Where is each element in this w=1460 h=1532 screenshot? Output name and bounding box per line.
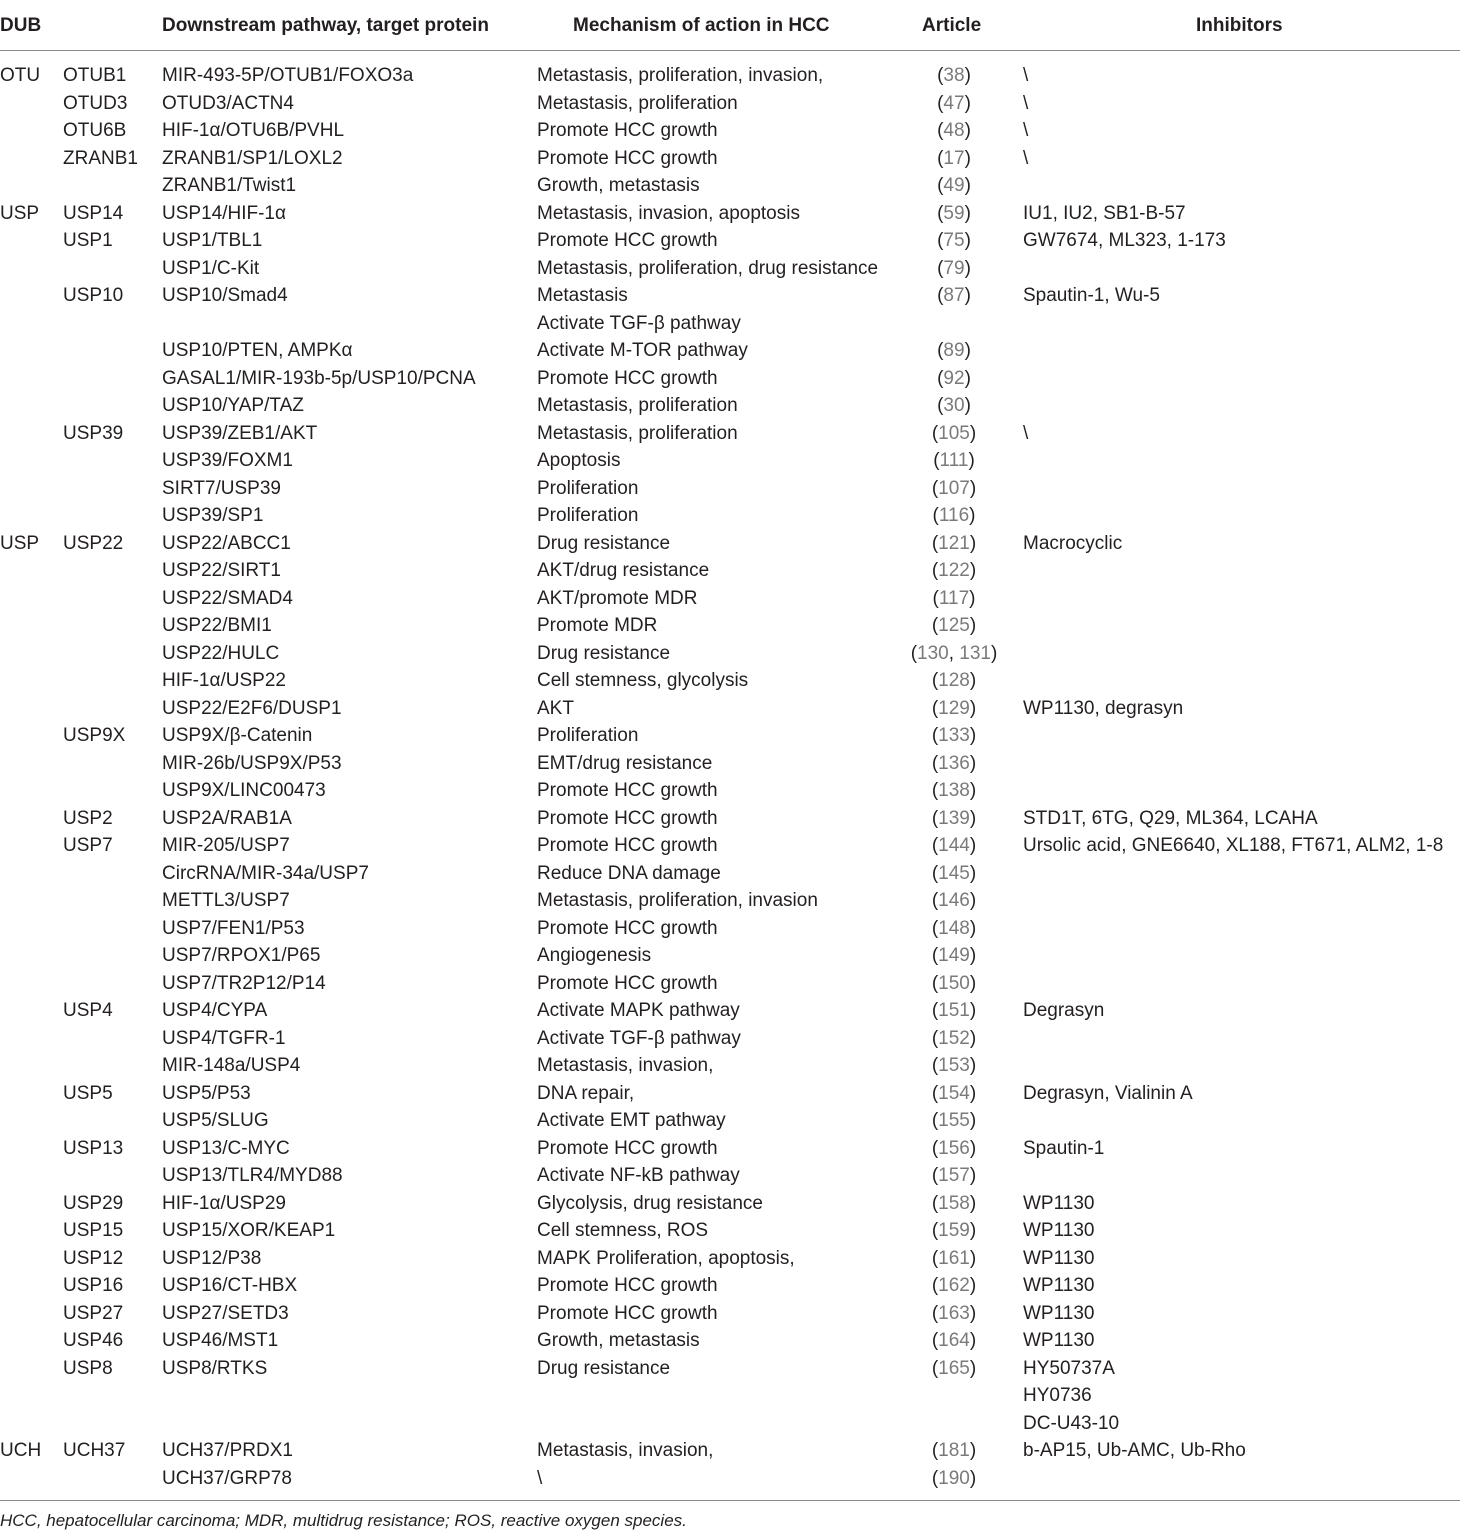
table-row [0, 585, 1460, 613]
mechanism-cell: Metastasis, proliferation [537, 92, 738, 114]
table-row [0, 1410, 1460, 1438]
article-cell: (153) [931, 1055, 977, 1076]
pathway-cell: USP10/Smad4 [162, 285, 288, 306]
inhibitors-cell: STD1T, 6TG, Q29, ML364, LCAHA [1023, 807, 1318, 829]
article-cell: (150) [931, 972, 977, 994]
mechanism-cell: Metastasis, proliferation, drug resistance [537, 257, 879, 279]
table-row [0, 1327, 1460, 1355]
dub-name: USP16 [63, 1275, 124, 1296]
pathway-cell: USP1/C-Kit [162, 257, 260, 279]
pathway-cell: USP9X/LINC00473 [162, 780, 326, 801]
inhibitors-cell: \ [1023, 147, 1029, 169]
inhibitors-cell: WP1130 [1023, 1302, 1095, 1324]
mechanism-cell: Promote HCC growth [537, 230, 718, 251]
article-cell: (89) [937, 340, 971, 361]
dub-name: USP14 [63, 202, 124, 224]
article-cell: (155) [931, 1110, 977, 1131]
dub-name: ZRANB1 [63, 147, 138, 169]
dub-name: OTU6B [63, 120, 127, 141]
mechanism-cell: Activate TGF-β pathway [537, 312, 741, 334]
table-footnote: HCC, hepatocellular carcinoma; MDR, multidrug resistance; ROS, reactive oxygen species. [0, 1511, 687, 1530]
pathway-cell: OTUD3/ACTN4 [162, 92, 294, 114]
mechanism-cell: Proliferation [537, 477, 639, 499]
pathway-cell: GASAL1/MIR-193b-5p/USP10/PCNA [162, 367, 476, 389]
article-cell: (128) [931, 670, 977, 691]
article-cell: (79) [937, 257, 971, 279]
dub-name: USP27 [63, 1302, 124, 1324]
mechanism-cell: Promote HCC growth [537, 780, 718, 801]
table-row [0, 117, 1460, 145]
article-cell: (165) [931, 1357, 977, 1379]
mechanism-cell: Promote HCC growth [537, 972, 718, 994]
table-row [0, 1135, 1460, 1163]
pathway-cell: USP22/SIRT1 [162, 560, 281, 581]
dub-name: USP29 [63, 1192, 124, 1214]
mechanism-cell: Metastasis [537, 285, 628, 306]
article-cell: (161) [931, 1247, 977, 1269]
pathway-cell: USP27/SETD3 [162, 1302, 289, 1324]
header-dub: DUB [0, 15, 42, 36]
mechanism-cell: Growth, metastasis [537, 1330, 700, 1351]
mechanism-cell: MAPK Proliferation, apoptosis, [537, 1247, 795, 1269]
pathway-cell: USP12/P38 [162, 1247, 262, 1269]
pathway-cell: USP22/BMI1 [162, 615, 272, 636]
mechanism-cell: Metastasis, proliferation, invasion [537, 890, 818, 911]
pathway-cell: USP2A/RAB1A [162, 807, 292, 829]
dub-name: USP46 [63, 1330, 124, 1351]
table-row [0, 1272, 1460, 1300]
inhibitors-cell: \ [1023, 120, 1029, 141]
mechanism-cell: DNA repair, [537, 1082, 635, 1104]
mechanism-cell: AKT/promote MDR [537, 587, 698, 609]
table-row [0, 62, 1460, 90]
pathway-cell: SIRT7/USP39 [162, 477, 281, 499]
inhibitors-cell: \ [1023, 422, 1029, 444]
article-cell: (151) [931, 1000, 977, 1021]
article-cell: (17) [937, 147, 971, 169]
pathway-cell: HIF-1α/USP29 [162, 1192, 286, 1214]
mechanism-cell: Promote HCC growth [537, 917, 718, 939]
table-row [0, 1245, 1460, 1273]
pathway-cell: MIR-493-5P/OTUB1/FOXO3a [162, 65, 414, 86]
article-cell: (152) [931, 1027, 977, 1049]
pathway-cell: USP9X/β-Catenin [162, 725, 313, 746]
table-row [0, 530, 1460, 558]
table-row [0, 640, 1460, 668]
article-cell: (75) [937, 230, 971, 251]
article-cell: (162) [931, 1275, 977, 1296]
mechanism-cell: Metastasis, invasion, [537, 1055, 714, 1076]
table-row [0, 420, 1460, 448]
mechanism-cell: Apoptosis [537, 450, 621, 471]
mechanism-cell: \ [537, 1467, 543, 1489]
mechanism-cell: Drug resistance [537, 532, 671, 554]
pathway-cell: MIR-26b/USP9X/P53 [162, 752, 342, 774]
header-mechanism: Mechanism of action in HCC [573, 15, 830, 36]
article-cell: (159) [931, 1220, 977, 1241]
dub-name: USP12 [63, 1247, 124, 1269]
mechanism-cell: Cell stemness, ROS [537, 1220, 709, 1241]
inhibitors-cell: HY50737A [1023, 1357, 1115, 1379]
article-cell: (48) [937, 120, 971, 141]
table-row [0, 172, 1460, 200]
inhibitors-cell: \ [1023, 92, 1029, 114]
table-row [0, 1107, 1460, 1135]
header-rule [0, 50, 1460, 51]
article-cell: (154) [931, 1082, 977, 1104]
table-row [0, 915, 1460, 943]
inhibitors-cell: Spautin-1, Wu-5 [1023, 285, 1160, 306]
pathway-cell: USP8/RTKS [162, 1357, 268, 1379]
table-row [0, 667, 1460, 695]
dub-name: USP5 [63, 1082, 113, 1104]
article-cell: (38) [937, 65, 971, 86]
table-header [0, 0, 1460, 52]
table-row [0, 557, 1460, 585]
table-row [0, 1025, 1460, 1053]
table-row [0, 255, 1460, 283]
dub-name: USP15 [63, 1220, 124, 1241]
mechanism-cell: Proliferation [537, 725, 639, 746]
article-cell: (59) [937, 202, 971, 224]
pathway-cell: USP22/E2F6/DUSP1 [162, 697, 342, 719]
inhibitors-cell: WP1130 [1023, 1247, 1095, 1269]
table-row [0, 200, 1460, 228]
mechanism-cell: Promote HCC growth [537, 1137, 718, 1159]
table-row [0, 722, 1460, 750]
mechanism-cell: Drug resistance [537, 642, 671, 664]
table-row [0, 777, 1460, 805]
mechanism-cell: Metastasis, proliferation, invasion, [537, 65, 824, 86]
article-cell: (130, 131) [910, 642, 998, 664]
pathway-cell: USP5/SLUG [162, 1110, 269, 1131]
table-row [0, 1465, 1460, 1493]
article-cell: (138) [931, 780, 977, 801]
mechanism-cell: Glycolysis, drug resistance [537, 1192, 763, 1214]
dub-family: OTU [0, 65, 41, 86]
article-cell: (133) [931, 725, 977, 746]
article-cell: (49) [937, 175, 971, 196]
pathway-cell: USP7/FEN1/P53 [162, 917, 305, 939]
inhibitors-cell: WP1130 [1023, 1192, 1095, 1214]
table-row [0, 282, 1460, 310]
mechanism-cell: Metastasis, invasion, [537, 1440, 714, 1461]
dub-name: USP2 [63, 807, 113, 829]
mechanism-cell: Proliferation [537, 505, 639, 526]
pathway-cell: USP7/TR2P12/P14 [162, 972, 326, 994]
pathway-cell: CircRNA/MIR-34a/USP7 [162, 862, 369, 884]
pathway-cell: USP5/P53 [162, 1082, 251, 1104]
article-cell: (125) [931, 615, 977, 636]
pathway-cell: USP39/SP1 [162, 505, 264, 526]
table-row [0, 90, 1460, 118]
mechanism-cell: Metastasis, proliferation [537, 395, 738, 416]
table-row [0, 1437, 1460, 1465]
table-row [0, 475, 1460, 503]
pathway-cell: USP4/TGFR-1 [162, 1027, 286, 1049]
mechanism-cell: Reduce DNA damage [537, 862, 721, 884]
inhibitors-cell: WP1130 [1023, 1220, 1095, 1241]
inhibitors-cell: \ [1023, 65, 1029, 86]
inhibitors-cell: WP1130 [1023, 1330, 1095, 1351]
article-cell: (47) [937, 92, 971, 114]
table-row [0, 145, 1460, 173]
pathway-cell: MIR-205/USP7 [162, 835, 290, 856]
mechanism-cell: AKT/drug resistance [537, 560, 710, 581]
dub-name: USP8 [63, 1357, 113, 1379]
mechanism-cell: Cell stemness, glycolysis [537, 670, 749, 691]
pathway-cell: USP7/RPOX1/P65 [162, 945, 321, 966]
inhibitors-cell: DC-U43-10 [1023, 1412, 1120, 1434]
pathway-cell: USP13/TLR4/MYD88 [162, 1165, 343, 1186]
article-cell: (136) [931, 752, 977, 774]
article-cell: (30) [937, 395, 971, 416]
table-row [0, 1217, 1460, 1245]
inhibitors-cell: Spautin-1 [1023, 1137, 1105, 1159]
table-row [0, 942, 1460, 970]
dub-name: USP4 [63, 1000, 113, 1021]
dub-name: USP22 [63, 532, 124, 554]
article-cell: (148) [931, 917, 977, 939]
dub-name: USP39 [63, 422, 124, 444]
pathway-cell: USP39/ZEB1/AKT [162, 422, 318, 444]
dub-name: USP1 [63, 230, 113, 251]
pathway-cell: HIF-1α/USP22 [162, 670, 286, 691]
mechanism-cell: Promote HCC growth [537, 147, 718, 169]
article-cell: (129) [931, 697, 977, 719]
article-cell: (92) [937, 367, 971, 389]
article-cell: (163) [931, 1302, 977, 1324]
inhibitors-cell: WP1130 [1023, 1275, 1095, 1296]
mechanism-cell: EMT/drug resistance [537, 752, 713, 774]
pathway-cell: UCH37/GRP78 [162, 1467, 292, 1489]
table-row [0, 997, 1460, 1025]
header-pathway: Downstream pathway, target protein [162, 15, 489, 36]
header-article: Article [922, 15, 982, 36]
mechanism-cell: Promote HCC growth [537, 835, 718, 856]
mechanism-cell: Promote MDR [537, 615, 658, 636]
table-row [0, 1162, 1460, 1190]
mechanism-cell: Promote HCC growth [537, 120, 718, 141]
table-row [0, 887, 1460, 915]
mechanism-cell: Metastasis, invasion, apoptosis [537, 202, 800, 224]
inhibitors-cell: Ursolic acid, GNE6640, XL188, FT671, ALM2, 1-8 [1023, 835, 1444, 856]
pathway-cell: USP10/PTEN, AMPKα [162, 340, 353, 361]
dub-name: USP13 [63, 1137, 124, 1159]
mechanism-cell: Drug resistance [537, 1357, 671, 1379]
table-row [0, 860, 1460, 888]
pathway-cell: METTL3/USP7 [162, 890, 290, 911]
article-cell: (144) [931, 835, 977, 856]
dub-family: USP [0, 202, 40, 224]
article-cell: (145) [931, 862, 977, 884]
article-cell: (117) [932, 587, 976, 609]
article-cell: (190) [931, 1467, 977, 1489]
inhibitors-cell: GW7674, ML323, 1-173 [1023, 230, 1226, 251]
table-row [0, 337, 1460, 365]
pathway-cell: USP13/C-MYC [162, 1137, 290, 1159]
dub-name: OTUB1 [63, 65, 127, 86]
inhibitors-cell: Degrasyn [1023, 1000, 1105, 1021]
inhibitors-cell: Degrasyn, Vialinin A [1023, 1082, 1193, 1104]
inhibitors-cell: WP1130, degrasyn [1023, 697, 1184, 719]
table-row [0, 1080, 1460, 1108]
table-row [0, 750, 1460, 778]
table-row [0, 805, 1460, 833]
table-row [0, 695, 1460, 723]
mechanism-cell: Activate EMT pathway [537, 1110, 726, 1131]
article-cell: (139) [931, 807, 977, 829]
header-inhibitors: Inhibitors [1196, 15, 1283, 36]
pathway-cell: USP15/XOR/KEAP1 [162, 1220, 336, 1241]
pathway-cell: MIR-148a/USP4 [162, 1055, 301, 1076]
article-cell: (158) [931, 1192, 977, 1214]
mechanism-cell: Promote HCC growth [537, 807, 718, 829]
inhibitors-cell: Macrocyclic [1023, 532, 1123, 554]
pathway-cell: ZRANB1/Twist1 [162, 175, 297, 196]
pathway-cell: USP16/CT-HBX [162, 1275, 298, 1296]
mechanism-cell: Activate MAPK pathway [537, 1000, 740, 1021]
table-row [0, 1382, 1460, 1410]
mechanism-cell: Promote HCC growth [537, 1275, 718, 1296]
table-row [0, 832, 1460, 860]
article-cell: (164) [931, 1330, 977, 1351]
pathway-cell: USP14/HIF-1α [162, 202, 286, 224]
table-row [0, 365, 1460, 393]
article-cell: (149) [931, 945, 977, 966]
pathway-cell: USP22/HULC [162, 642, 280, 664]
pathway-cell: ZRANB1/SP1/LOXL2 [162, 147, 343, 169]
dub-name: USP10 [63, 285, 124, 306]
dub-family: USP [0, 532, 40, 554]
dub-name: UCH37 [63, 1440, 126, 1461]
table-row [0, 1300, 1460, 1328]
pathway-cell: HIF-1α/OTU6B/PVHL [162, 120, 345, 141]
inhibitors-cell: b-AP15, Ub-AMC, Ub-Rho [1023, 1440, 1246, 1461]
mechanism-cell: Metastasis, proliferation [537, 422, 738, 444]
pathway-cell: UCH37/PRDX1 [162, 1440, 293, 1461]
article-cell: (146) [931, 890, 977, 911]
mechanism-cell: Promote HCC growth [537, 1302, 718, 1324]
inhibitors-cell: IU1, IU2, SB1-B-57 [1023, 202, 1186, 224]
pathway-cell: USP46/MST1 [162, 1330, 279, 1351]
table-row [0, 612, 1460, 640]
table-row [0, 310, 1460, 338]
pathway-cell: USP22/SMAD4 [162, 587, 293, 609]
article-cell: (116) [932, 505, 976, 526]
article-cell: (156) [931, 1137, 977, 1159]
mechanism-cell: Growth, metastasis [537, 175, 700, 196]
table-row [0, 502, 1460, 530]
dub-name: USP7 [63, 835, 113, 856]
article-cell: (122) [931, 560, 977, 581]
article-cell: (121) [931, 532, 977, 554]
table-row [0, 1355, 1460, 1383]
dub-name: USP9X [63, 725, 126, 746]
pathway-cell: USP4/CYPA [162, 1000, 268, 1021]
mechanism-cell: Angiogenesis [537, 945, 652, 966]
dub-name: OTUD3 [63, 92, 128, 114]
mechanism-cell: Activate M-TOR pathway [537, 340, 748, 361]
table-row [0, 447, 1460, 475]
article-cell: (181) [931, 1440, 977, 1461]
article-cell: (157) [931, 1165, 977, 1186]
pathway-cell: USP39/FOXM1 [162, 450, 293, 471]
bottom-rule [0, 1500, 1460, 1501]
dub-family: UCH [0, 1440, 42, 1461]
table-row [0, 227, 1460, 255]
table-row [0, 1052, 1460, 1080]
table-row [0, 1190, 1460, 1218]
article-cell: (111) [933, 450, 975, 471]
mechanism-cell: Activate TGF-β pathway [537, 1027, 741, 1049]
pathway-cell: USP10/YAP/TAZ [162, 395, 304, 416]
mechanism-cell: Activate NF-kB pathway [537, 1165, 740, 1186]
mechanism-cell: Promote HCC growth [537, 367, 718, 389]
article-cell: (105) [931, 422, 977, 444]
mechanism-cell: AKT [537, 697, 574, 719]
article-cell: (107) [931, 477, 977, 499]
pathway-cell: USP22/ABCC1 [162, 532, 291, 554]
inhibitors-cell: HY0736 [1023, 1385, 1092, 1406]
table-row [0, 392, 1460, 420]
article-cell: (87) [937, 285, 971, 306]
pathway-cell: USP1/TBL1 [162, 230, 263, 251]
table-row [0, 970, 1460, 998]
